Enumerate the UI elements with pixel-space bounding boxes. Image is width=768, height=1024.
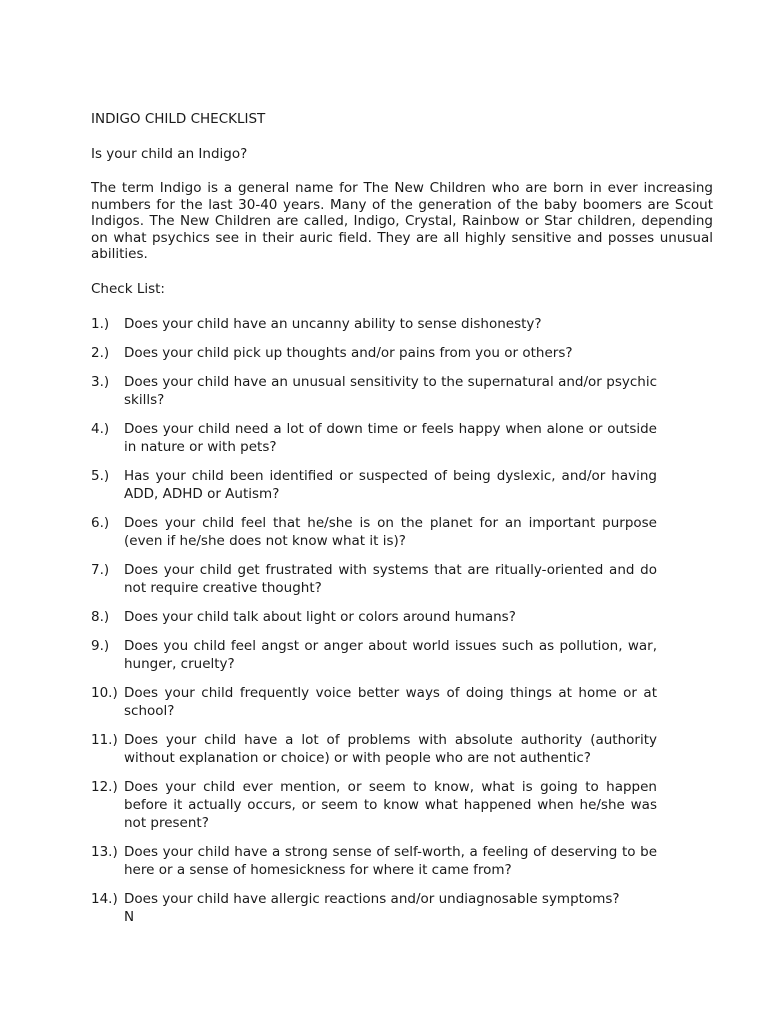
item-number: 11.) [91,731,118,748]
item-number: 10.) [91,684,118,701]
item-text: Does your child have an uncanny ability to sense dishonesty? [124,315,542,332]
checklist-item [91,637,657,673]
checklist-item [91,608,657,626]
document-page [91,110,713,937]
item-text [124,890,657,926]
item-text: Does your child get frustrated with systems that are ritually-oriented and do not require creative thought? [124,561,657,596]
item-text: Does your child ever mention, or seem to know, what is going to happen before it actually occurs, or seem to know what happened when he/she was not present? [124,778,657,831]
item-text: Does your child have an unusual sensitivity to the supernatural and/or psychic skills? [124,373,657,408]
item-text: Does your child pick up thoughts and/or pains from you or others? [124,344,573,361]
item-text: Does you child feel angst or anger about world issues such as pollution, war, hunger, cruelty? [124,637,657,672]
checklist-item [91,514,657,550]
checklist-item [91,344,657,362]
item-text: Does your child have a strong sense of self-worth, a feeling of deserving to be here or a sense of homesickness for where it came from? [124,843,657,878]
item-number: 6.) [91,514,110,531]
item-number: 7.) [91,561,110,578]
checklist-item [91,778,657,832]
item-number: 14.) [91,890,118,907]
item-text: Has your child been identified or suspected of being dyslexic, and/or having ADD, ADHD or Autism? [124,467,657,502]
item-text: Does your child talk about light or colors around humans? [124,608,516,625]
checklist-item [91,684,657,720]
item-trailing-text: N [124,908,135,925]
item-number: 9.) [91,637,110,654]
item-number: 8.) [91,608,110,625]
checklist-item [91,890,657,926]
checklist-item [91,843,657,879]
item-number: 4.) [91,420,110,437]
checklist-item [91,561,657,597]
item-text: Does your child need a lot of down time or feels happy when alone or outside in nature or with pets? [124,420,657,455]
document-question: Is your child an Indigo? [91,146,248,162]
item-number: 1.) [91,315,110,332]
checklist [91,315,657,926]
item-text: Does your child feel that he/she is on the planet for an important purpose (even if he/she does not know what it is)? [124,514,657,549]
checklist-item [91,420,657,456]
item-text-main: Does your child have allergic reactions and/or undiagnosable symptoms? [124,890,620,907]
item-number: 5.) [91,467,110,484]
checklist-item [91,373,657,409]
item-number: 3.) [91,373,110,390]
document-title: INDIGO CHILD CHECKLIST [91,111,266,127]
item-number: 2.) [91,344,110,361]
item-number: 13.) [91,843,118,860]
checklist-item [91,731,657,767]
checklist-heading: Check List: [91,280,165,297]
item-text: Does your child have a lot of problems with absolute authority (authority without explanation or choice) or with people who are not authentic? [124,731,657,766]
checklist-item [91,467,657,503]
item-text: Does your child frequently voice better ways of doing things at home or at school? [124,684,657,719]
item-number: 12.) [91,778,118,795]
checklist-item [91,315,657,333]
intro-paragraph: The term Indigo is a general name for The New Children who are born in ever increasing numbers for the last 30-40 years. Many of the generation of the baby boomers are Scout Indigos. The New Children are called, Indigo, Crystal, Rainbow or Star children, depending on what psychics see in their auric field. They are all highly sensitive and posses unusual abilities. [91,180,713,263]
